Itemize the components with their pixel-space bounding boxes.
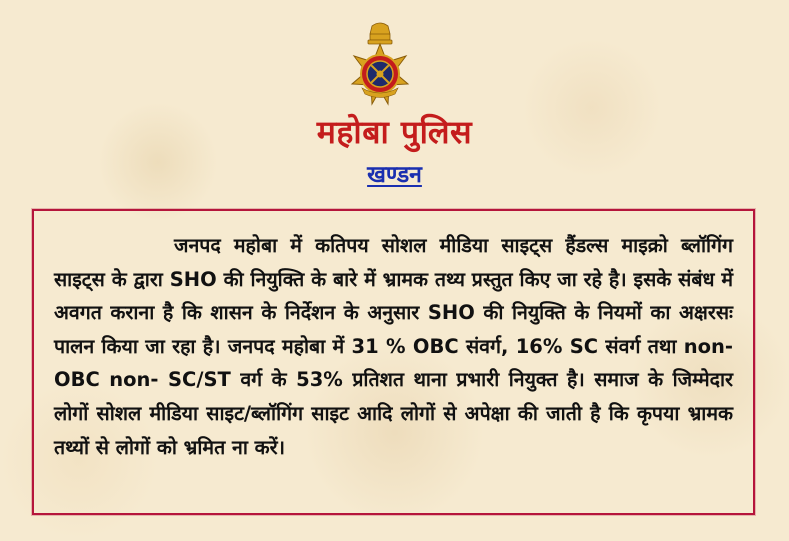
- emblem-graphic: [344, 22, 416, 112]
- disclaimer-label: खण्डन: [367, 162, 422, 188]
- department-title: महोबा पुलिस: [316, 113, 473, 151]
- notice-box: [32, 209, 755, 515]
- notice-body: जनपद महोबा में कतिपय सोशल मीडिया साइट्स हैंडल्स माइक्रो ब्लॉगिंग साइट्स के द्वारा SHO की नियुक्ति के बारे में भ्रामक तथ्य प्रस्तुत किए जा रहे है। इसके संबंध में अवगत कराना है कि शासन के निर्देशन के अनुसार SHO की नियुक्ति के नियमों का अक्षरसः पालन किया जा रहा है। जनपद महोबा में 31 % OBC संवर्ग, 16% SC संवर्ग तथा non-OBC non- SC/ST वर्ग के 53% प्रतिशत थाना प्रभारी नियुक्त है। समाज के जिम्मेदार लोगों सोशल मीडिया साइट/ब्लॉगिंग साइट आदि लोगों से अपेक्षा की जाती है कि कृपया भ्रामक तथ्यों से लोगों को भ्रमित ना करें।: [54, 234, 733, 459]
- document-heading: [0, 160, 789, 190]
- up-police-emblem-icon: [344, 22, 416, 112]
